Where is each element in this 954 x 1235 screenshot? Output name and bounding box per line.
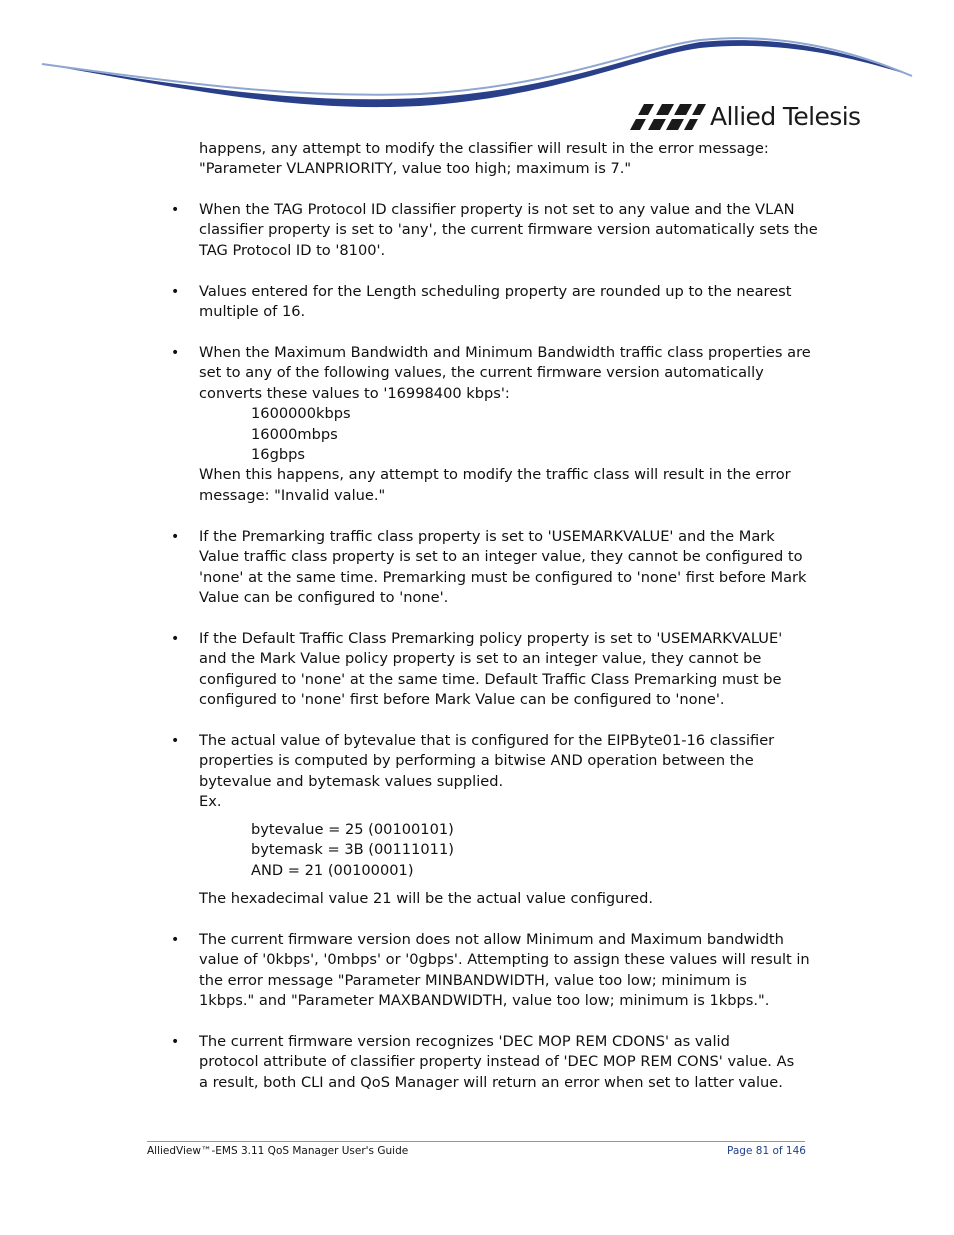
bullet-marker: • <box>171 345 180 361</box>
text-line: If the Default Traffic Class Premarking policy property is set to 'USEMARKVALUE' <box>199 630 783 647</box>
text-line: happens, any attempt to modify the classifier will result in the error message: <box>199 140 769 157</box>
text-line: Values entered for the Length scheduling property are rounded up to the nearest <box>199 283 792 300</box>
bullet-marker: • <box>171 202 180 218</box>
text-line: bytevalue and bytemask values supplied. <box>199 772 504 790</box>
bullet-marker: • <box>171 1034 180 1050</box>
text-line: The current firmware version recognizes 'DEC MOP REM CDONS' as valid <box>199 1033 730 1050</box>
bullet-item <box>199 1032 811 1093</box>
text-line: Ex. <box>199 793 222 811</box>
text-line: When the TAG Protocol ID classifier property is not set to any value and the VLAN <box>199 201 795 218</box>
text-line: The current firmware version does not allow Minimum and Maximum bandwidth <box>199 931 784 948</box>
text-line: If the Premarking traffic class property is set to 'USEMARKVALUE' and the Mark <box>199 528 775 545</box>
text-line: TAG Protocol ID to '8100'. <box>199 241 386 259</box>
text-line: properties is computed by performing a bitwise AND operation between the <box>199 752 754 770</box>
footer-document-title: AlliedView™-EMS 3.11 QoS Manager User's Guide <box>147 1145 409 1157</box>
text-line: converts these values to '16998400 kbps': <box>199 384 510 402</box>
footer-page-number: Page 81 of 146 <box>727 1145 806 1157</box>
text-line: configured to 'none' first before Mark Value can be configured to 'none'. <box>199 691 725 709</box>
bullet-item <box>199 731 811 813</box>
example-conclusion <box>199 889 811 909</box>
text-line: 1kbps." and "Parameter MAXBANDWIDTH, value too low; minimum is 1kbps.". <box>199 992 770 1010</box>
paragraph-continuation <box>199 139 811 180</box>
allied-telesis-logo <box>630 100 860 134</box>
text-line: the error message "Parameter MINBANDWIDTH, value too low; minimum is <box>199 971 747 989</box>
example-line: AND = 21 (00100001) <box>251 861 414 879</box>
example-block <box>199 820 811 881</box>
bullet-marker: • <box>171 529 180 545</box>
bullet-item <box>199 343 811 506</box>
bullet-item <box>199 200 818 261</box>
text-line: When this happens, any attempt to modify the traffic class will result in the error <box>199 466 791 484</box>
text-line: multiple of 16. <box>199 303 306 321</box>
brand-name: Allied Telesis <box>710 102 861 131</box>
bullet-marker: • <box>171 932 180 948</box>
text-line: a result, both CLI and QoS Manager will return an error when set to latter value. <box>199 1073 783 1091</box>
text-line: 'none' at the same time. Premarking must be configured to 'none' first before Mark <box>199 568 807 586</box>
text-line: set to any of the following values, the current firmware version automatically <box>199 364 764 382</box>
text-line: When the Maximum Bandwidth and Minimum Bandwidth traffic class properties are <box>199 344 811 361</box>
allied-telesis-logo-icon <box>630 104 706 130</box>
text-line: The actual value of bytevalue that is configured for the EIPByte01-16 classifier <box>199 732 775 749</box>
text-line: classifier property is set to 'any', the current firmware version automatically sets the <box>199 221 818 239</box>
text-line: protocol attribute of classifier property instead of 'DEC MOP REM CONS' value. As <box>199 1053 795 1071</box>
text-line: Value can be configured to 'none'. <box>199 589 449 607</box>
bullet-marker: • <box>171 631 180 647</box>
text-line: and the Mark Value policy property is set to an integer value, they cannot be <box>199 650 762 668</box>
bullet-marker: • <box>171 733 180 749</box>
text-line: The hexadecimal value 21 will be the actual value configured. <box>199 890 653 907</box>
text-line: configured to 'none' at the same time. Default Traffic Class Premarking must be <box>199 670 782 688</box>
footer-divider <box>147 1141 805 1142</box>
bullet-marker: • <box>171 284 180 300</box>
indented-value: 16000mbps <box>251 425 338 443</box>
bullet-item <box>199 282 811 323</box>
indented-value: 1600000kbps <box>251 405 351 423</box>
bullet-item <box>199 527 811 609</box>
text-line: Value traffic class property is set to an integer value, they cannot be configured to <box>199 548 803 566</box>
example-line: bytemask = 3B (00111011) <box>251 841 454 859</box>
text-line: value of '0kbps', '0mbps' or '0gbps'. Attempting to assign these values will result in <box>199 951 810 969</box>
bullet-item <box>199 930 811 1012</box>
bullet-item <box>199 629 811 711</box>
text-line: message: "Invalid value." <box>199 486 386 504</box>
example-line: bytevalue = 25 (00100101) <box>251 821 454 838</box>
indented-value: 16gbps <box>251 445 305 463</box>
text-line: "Parameter VLANPRIORITY, value too high; maximum is 7." <box>199 160 632 178</box>
